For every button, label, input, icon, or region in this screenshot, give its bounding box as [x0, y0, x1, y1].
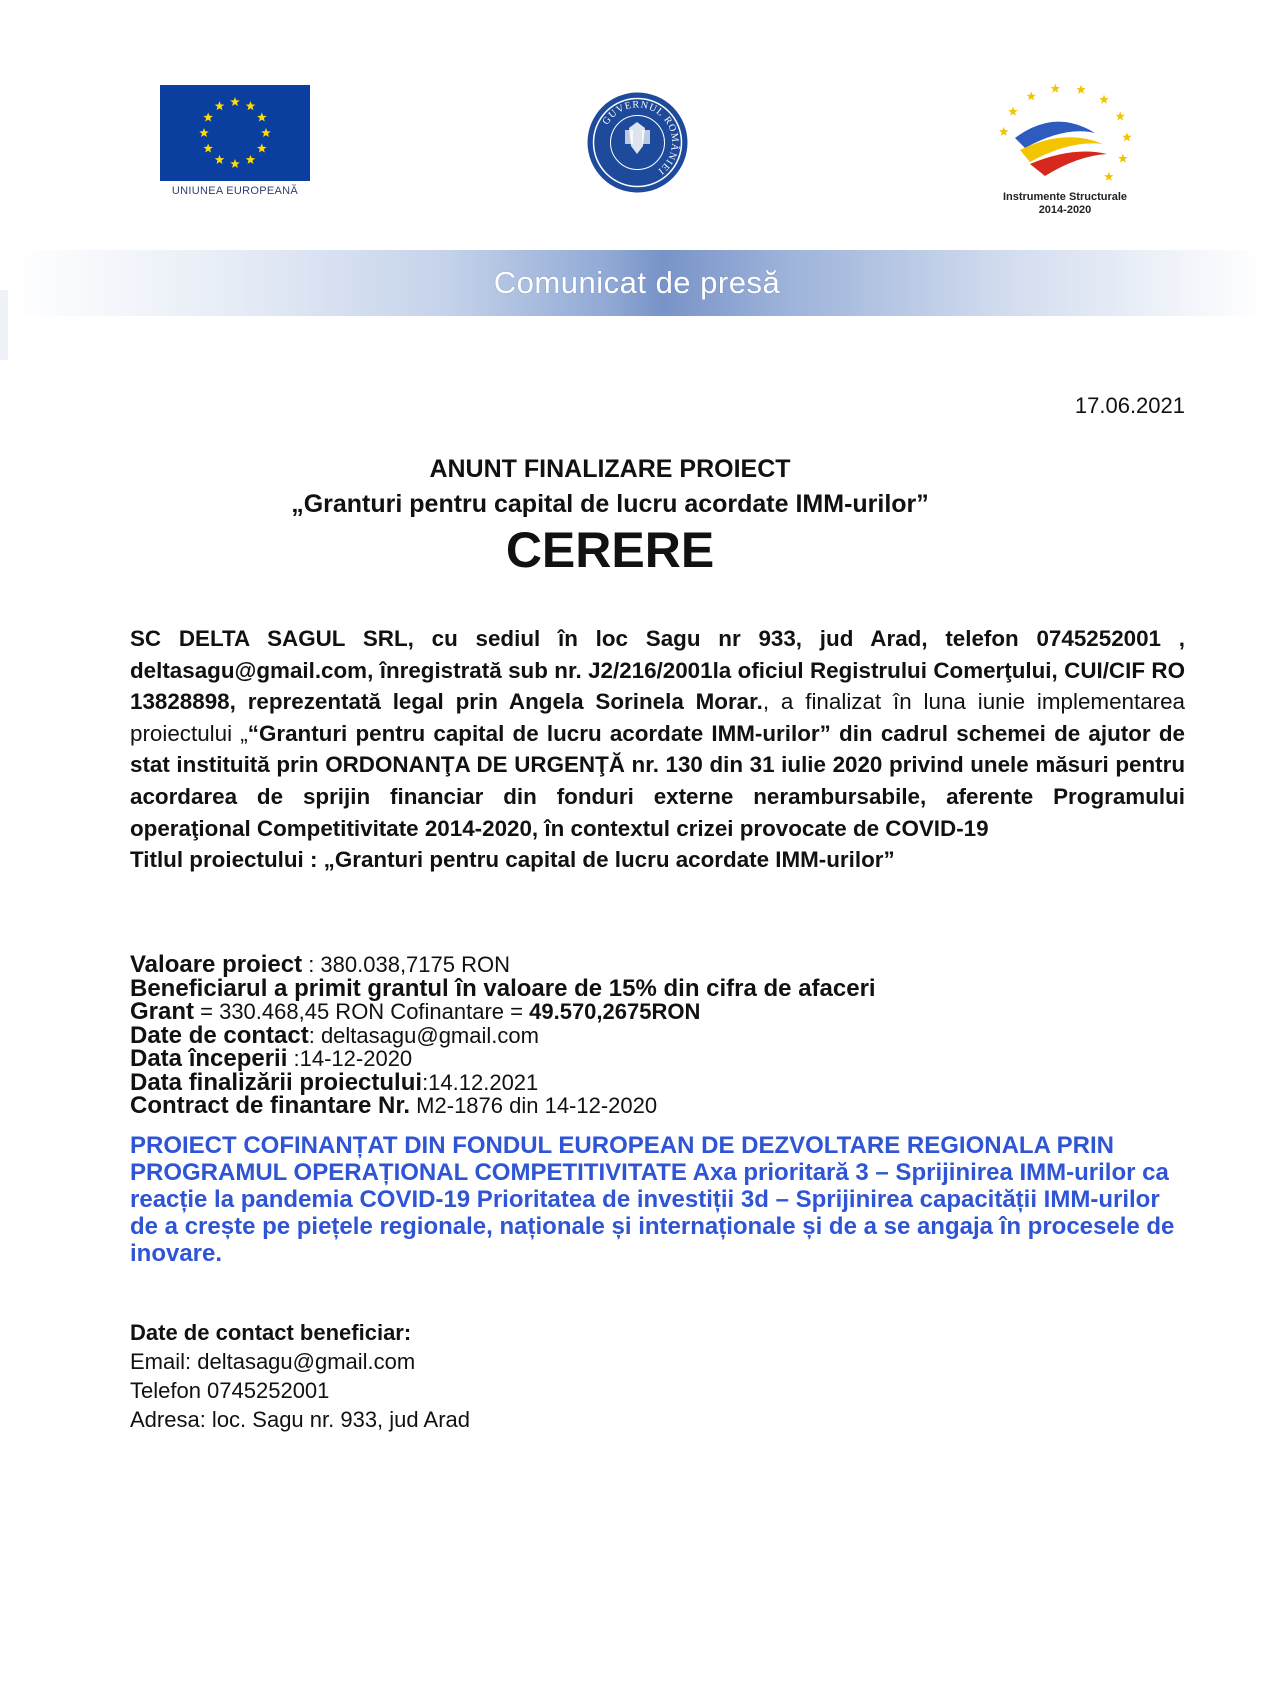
- contact-address: Adresa: loc. Sagu nr. 933, jud Arad: [130, 1407, 471, 1432]
- info-row: [130, 953, 1185, 977]
- main-paragraph: [130, 623, 1185, 876]
- eu-caption: UNIUNEA EUROPEANĂ: [171, 185, 299, 197]
- info-label: Date de contact: [130, 1021, 309, 1049]
- structural-instruments-icon: [985, 78, 1145, 188]
- caption-line: 2014-2020: [1038, 204, 1092, 216]
- star-icon: [215, 155, 225, 164]
- document-date: 17.06.2021: [1074, 393, 1185, 418]
- star-icon: [230, 97, 240, 106]
- info-label: Contract de finantare Nr.: [130, 1092, 411, 1119]
- project-title-line: Titlul proiectului : „Granturi pentru capital de lucru acordate IMM-urilor”: [130, 847, 895, 873]
- structural-instruments-logo: [985, 78, 1145, 228]
- caption-line: Instrumente Structurale: [1002, 191, 1128, 203]
- project-description: “Granturi pentru capital de lucru acordate IMM-urilor” din cadrul schemei de ajutor de stat instituită prin ORDONANŢA DE URGENŢĂ nr. 130 din 31 iulie 2020 privind unele măsuri pentru acordarea de sprijin financiar din fonduri externe nerambursabile, aferente Programului operaţional Competitivitate 2014-2020, în contextul crizei provocate de COVID-19: [130, 720, 1185, 841]
- info-label: Beneficiarul a primit grantul în valoare de 15% din cifra de afaceri: [130, 974, 876, 1002]
- star-icon: [999, 127, 1009, 136]
- beneficiary-contact: [130, 1318, 830, 1434]
- banner-title: Comunicat de presă: [493, 265, 781, 300]
- eu-flag-icon: [160, 85, 310, 181]
- info-row: [130, 1000, 1185, 1024]
- structural-instruments-caption: [985, 191, 1145, 217]
- info-value: M2-1876 din 14-12-2020: [410, 1093, 658, 1118]
- contact-heading: Date de contact beneficiar:: [130, 1320, 412, 1345]
- info-label: Valoare proiect: [130, 951, 303, 978]
- government-seal-text: GUVERNUL ROMÂNIEI: [600, 99, 681, 177]
- star-icon: [1026, 91, 1036, 100]
- company-details: SC DELTA SAGUL SRL, cu sediul în loc Sagu nr 933, jud Arad, telefon 0745252001 , deltasagu@gmail.com, înregistrată sub nr. J2/216/2001la oficiul Registrului Comerţului, CUI/CIF RO 13828898, reprezentată legal prin Angela Sorinela Morar.: [130, 626, 1185, 715]
- info-value: = 330.468,45 RON Cofinantare =: [194, 999, 530, 1024]
- project-info: [130, 953, 1185, 1118]
- info-row: [130, 1021, 1185, 1049]
- left-decoration: [0, 290, 8, 360]
- cerere-heading: CERERE: [505, 522, 715, 578]
- star-icon: [246, 101, 256, 110]
- info-value: :14.12.2021: [422, 1069, 539, 1095]
- star-icon: [246, 155, 256, 164]
- info-label: Grant: [130, 998, 195, 1025]
- contact-email: Email: deltasagu@gmail.com: [130, 1349, 416, 1374]
- info-value: 49.570,2675RON: [529, 999, 701, 1024]
- star-icon: [257, 113, 267, 122]
- info-label: Data începerii: [130, 1045, 288, 1072]
- cofinancing-notice: PROIECT COFINANȚAT DIN FONDUL EUROPEAN DE DEZVOLTARE REGIONALA PRIN PROGRAMUL OPERAȚIONAL COMPETITIVITATE Axa prioritară 3 – Sprijinirea IMM-urilor ca reacție la pandemia COVID-19 Prioritatea de investiții 3d – Sprijinirea capacității IMM-urilor de a crește pe piețele regionale, naționale și internaționale și de a se angaja în procesele de inovare.: [130, 1132, 1175, 1267]
- star-icon: [1122, 132, 1132, 141]
- government-seal-icon: [585, 90, 690, 195]
- project-title: „Granturi pentru capital de lucru acordate IMM-urilor”: [291, 490, 929, 518]
- star-icon: [1008, 107, 1018, 116]
- contact-phone: Telefon 0745252001: [130, 1378, 330, 1403]
- star-icon: [1115, 111, 1125, 120]
- eu-logo: [160, 85, 310, 200]
- star-icon: [203, 144, 213, 153]
- announcement-title: ANUNT FINALIZARE PROIECT: [429, 455, 791, 483]
- info-value: :14-12-2020: [287, 1046, 413, 1071]
- info-row: [130, 1094, 1185, 1118]
- star-icon: [199, 128, 209, 137]
- press-release-banner: [12, 250, 1262, 316]
- info-row: [130, 974, 1185, 1002]
- star-icon: [1099, 95, 1109, 104]
- star-icon: [1104, 172, 1114, 181]
- info-row: [130, 1068, 1185, 1096]
- star-icon: [261, 128, 271, 137]
- star-icon: [1118, 154, 1128, 163]
- star-icon: [215, 101, 225, 110]
- info-value: : 380.038,7175 RON: [302, 952, 510, 977]
- paragraph-text: , a finalizat în luna iunie implementarea proiectului „: [130, 689, 1186, 746]
- star-icon: [257, 144, 267, 153]
- info-row: [130, 1047, 1185, 1071]
- info-value: : deltasagu@gmail.com: [308, 1022, 539, 1048]
- star-icon: [1076, 85, 1086, 94]
- info-label: Data finalizării proiectului: [130, 1068, 423, 1096]
- star-icon: [230, 159, 240, 168]
- star-icon: [1051, 84, 1061, 93]
- star-icon: [203, 113, 213, 122]
